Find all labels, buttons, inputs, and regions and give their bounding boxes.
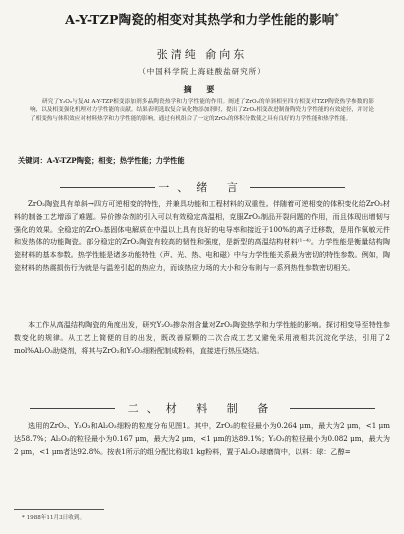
section1-heading: [0, 179, 404, 195]
authors: 张清纯 俞向东: [156, 48, 248, 61]
section1-rule-left: [60, 187, 155, 188]
section1-paragraph-1: ZrO₂陶瓷具有单斜→四方可逆相变的特性，并兼具功能和工程材料的双重性。伴随着可逆相变的体积变化给ZrO₂材料的制备工艺增添了难题。异价掺杂剂的引入可以有效稳定高温相，克服ZrO₂制品开裂问题的作用，而且体现出增韧与强化的效果。全稳定的ZrO₂基固体电解质在中温以上具有良好的电导率和接近于100%的离子迁移数，是用作氧敏元件和发热体的功能陶瓷。部分稳定的ZrO₂陶瓷有较高的韧性和强度，是新型的高温结构材料⁽¹⁻⁴⁾。力学性能是衡量结构陶瓷材料的基本参数。热学性能是诸多功能特性（声、光、热、电和磁）中与力学性能关系最为密切的特性参数。例如，陶瓷材料的热震损伤行为就是与温差引起的热应力，而该热应力场的大小和分布则与一系列热性参数密切相关。: [14, 199, 390, 272]
section2-heading: [0, 400, 404, 416]
paper-title: [0, 10, 404, 28]
keywords: 关键词：A-Y-TZP陶瓷；相变；热学性能；力学性能: [18, 156, 185, 165]
abstract-heading: 摘 要: [183, 84, 221, 94]
section1-title: 一、绪 言: [158, 181, 246, 194]
abstract-text: 研究了Y₂O₃与复Al A-Y-TZP相变添加剂多晶陶瓷热学和力学性能的作用。阐述了ZrO₂的单斜相至四方相变对TZP陶瓷热学参数的影响，以及相变强化机理对力学性能的贡献。结果表明选取复合氧化物添加剂时，提出了ZrO₂相变改进制备陶瓷力学性能的有效途径，并讨论了相变热与体积效应对材料热学和力学性能的影响，通过有机组合了一定的ZrO₂的体积分数使之具有良好的力学性能和热学性能。: [30, 99, 374, 122]
section1-rule-right: [250, 187, 345, 188]
section1-paragraph-2: 本工作从高温结构陶瓷的角度出发，研究Y₂O₃掺杂剂含量对ZrO₂陶瓷热学和力学性能的影响。探讨相变导至特性参数变化的规律。从工艺上简便的目的出发，既改善原颗的二次合成工艺又避免采用液相共沉淀化学法，引用了2 mol%Al₂O₃助烧剂，将其与ZrO₂和Y₂O₃细粉配制成粉料，直接进行热压烧结。: [14, 320, 390, 355]
section2-rule-left: [30, 408, 115, 409]
title-text: A-Y-TZP陶瓷的相变对其热学和力学性能的影响: [65, 12, 335, 27]
affiliation: （中国科学院上海硅酸盐研究所）: [138, 67, 266, 76]
section2-rule-right: [290, 408, 375, 409]
title-footnote-mark: *: [334, 10, 339, 21]
footnote: * 1988年11月3日收到。: [22, 515, 86, 521]
footnote-rule: [14, 509, 104, 510]
section2-paragraph-1: 选用的ZrO₂、Y₂O₃和Al₂O₃细粉的粒度分布见图1。其中，ZrO₂的粒径最小为0.264 μm，最大为2 μm，<1 μm达58.7%；Al₂O₃的粒径最小为0.167 μm，最大为2 μm，<1 μm的达89.1%；Y₂O₃的粒径最小为0.082 μm，最大为2 μm，<1 μm者达92.8%。按表1所示的组分配比称取1 kg粉料，置于Al₂O₃球磨筒中，以料：球：乙醇=: [14, 421, 390, 456]
section2-title: 二、材 料 制 备: [127, 402, 277, 415]
